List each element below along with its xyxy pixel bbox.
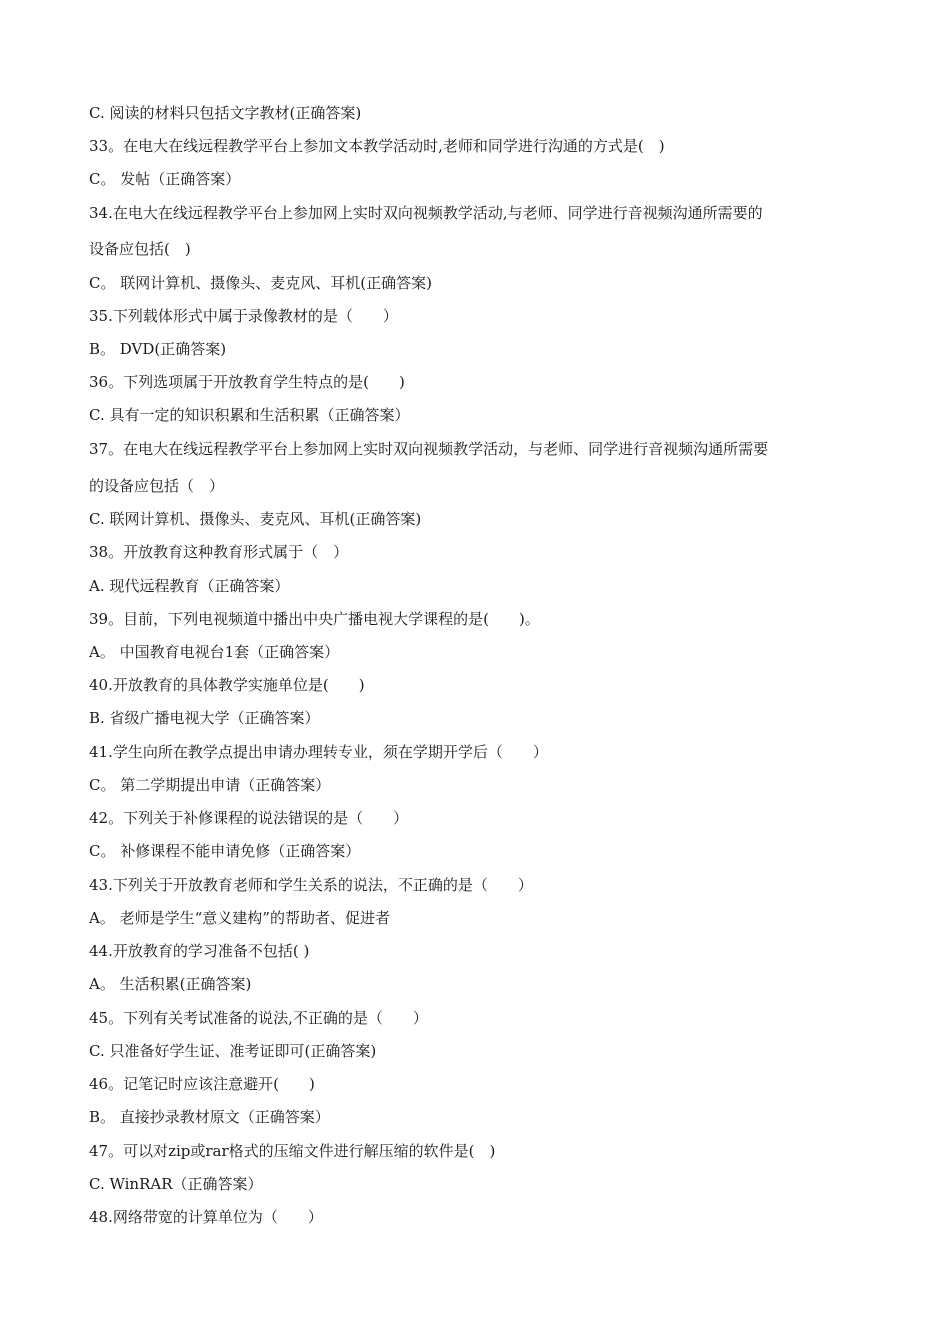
option-line: B。 DVD(正确答案) [89,340,227,358]
option-line: C。 联网计算机、摄像头、麦克风、耳机(正确答案) [89,274,432,292]
option-line: A。 中国教育电视台1套（正确答案） [89,643,340,661]
question-line: 34.在电大在线远程教学平台上参加网上实时双向视频教学活动,与老师、同学进行音视频沟通所需要的 [89,204,763,222]
question-line: 38。开放教育这种教育形式属于（ ） [89,543,349,561]
option-line: B。 直接抄录教材原文（正确答案） [89,1108,330,1126]
question-line: 41.学生向所在教学点提出申请办理转专业，须在学期开学后（ ） [89,743,548,761]
option-line: A。 生活积累(正确答案) [89,975,252,993]
option-line: B. 省级广播电视大学（正确答案） [89,709,320,727]
question-line: 39。目前，下列电视频道中播出中央广播电视大学课程的是( )。 [89,610,540,628]
question-line: 36。下列选项属于开放教育学生特点的是( ) [89,373,405,391]
option-line: C. WinRAR（正确答案） [89,1175,263,1193]
option-line: C. 阅读的材料只包括文字教材(正确答案) [89,104,362,122]
option-line: C. 联网计算机、摄像头、麦克风、耳机(正确答案) [89,510,422,528]
question-line: 45。下列有关考试准备的说法,不正确的是（ ） [89,1009,428,1027]
question-line: 37。在电大在线远程教学平台上参加网上实时双向视频教学活动，与老师、同学进行音视频沟通所需要 [89,440,769,458]
question-line: 33。在电大在线远程教学平台上参加文本教学活动时,老师和同学进行沟通的方式是( ) [89,137,665,155]
question-line-continued: 的设备应包括（ ） [89,477,225,495]
option-line: C. 具有一定的知识积累和生活积累（正确答案） [89,406,410,424]
option-line: A. 现代远程教育（正确答案） [89,577,290,595]
question-line: 47。可以对zip或rar格式的压缩文件进行解压缩的软件是( ) [89,1142,496,1160]
option-line: C. 只准备好学生证、准考证即可(正确答案) [89,1042,377,1060]
question-line: 44.开放教育的学习准备不包括( ) [89,942,310,960]
question-line: 40.开放教育的具体教学实施单位是( ) [89,676,365,694]
question-line: 43.下列关于开放教育老师和学生关系的说法，不正确的是（ ） [89,876,533,894]
question-line: 48.网络带宽的计算单位为（ ） [89,1208,323,1226]
option-line: C。 第二学期提出申请（正确答案） [89,776,331,794]
option-line: C。 补修课程不能申请免修（正确答案） [89,842,361,860]
option-line: C。 发帖（正确答案） [89,170,241,188]
question-line: 42。下列关于补修课程的说法错误的是（ ） [89,809,409,827]
question-line: 35.下列载体形式中属于录像教材的是（ ） [89,307,398,325]
option-line: A。 老师是学生“意义建构”的帮助者、促进者 [89,909,390,927]
question-line-continued: 设备应包括( ) [89,240,191,258]
question-line: 46。记笔记时应该注意避开( ) [89,1075,315,1093]
